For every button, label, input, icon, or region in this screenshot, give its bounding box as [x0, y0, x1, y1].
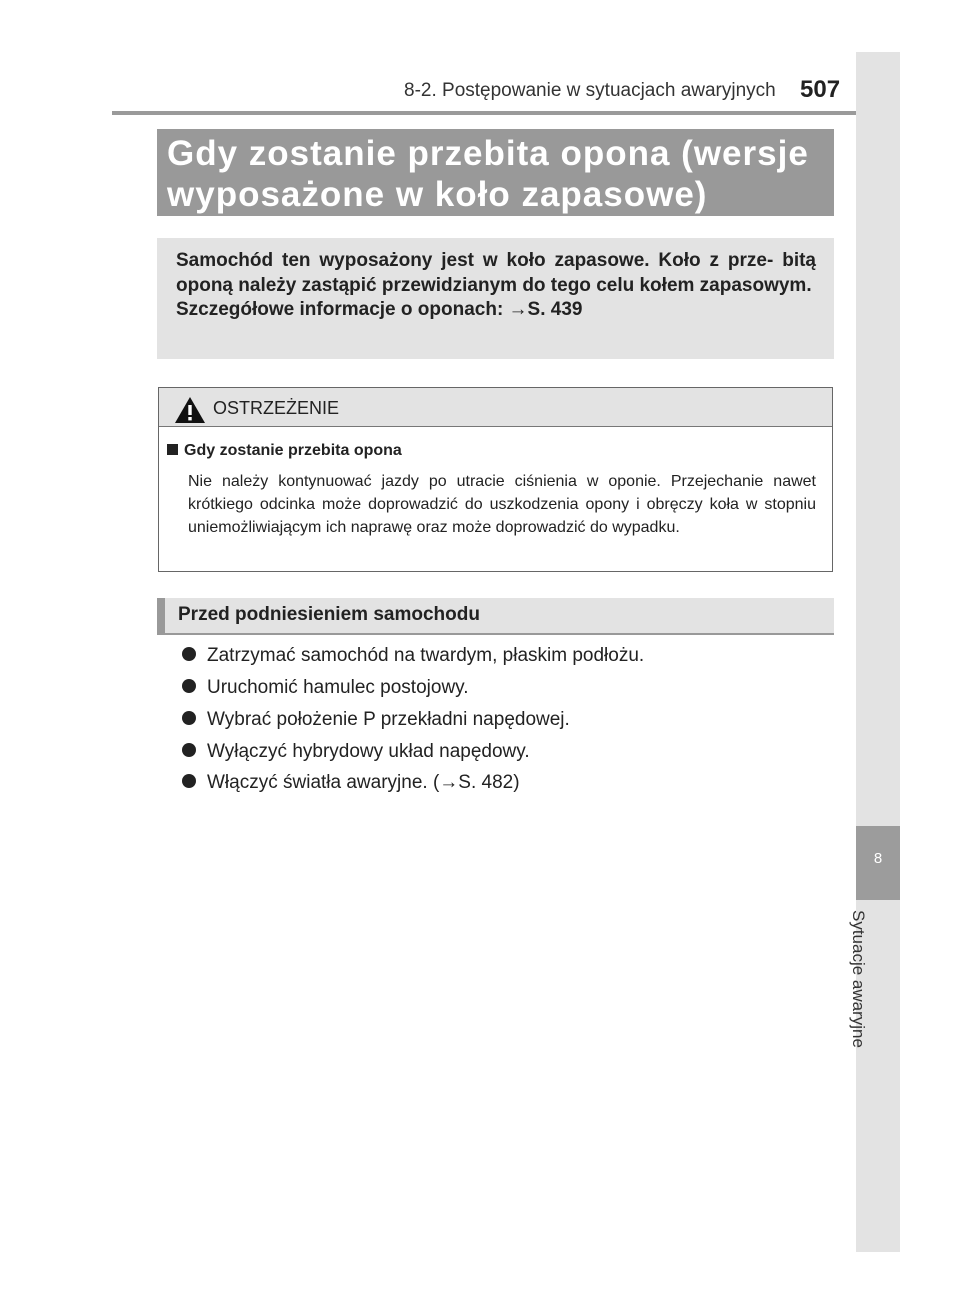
section-title: Przed podniesieniem samochodu [178, 604, 480, 625]
section-heading: 8-2. Postępowanie w sytuacjach awaryjnych [404, 80, 776, 101]
chapter-title: Sytuacje awaryjne [849, 910, 868, 1048]
intro-ref: Szczegółowe informacje o oponach: →S. 439 [176, 299, 583, 320]
list-item-text: Włączyć światła awaryjne. (→S. 482) [207, 772, 520, 793]
bullet-icon [182, 743, 196, 757]
warning-title: OSTRZEŻENIE [213, 398, 340, 418]
list-item [182, 741, 530, 763]
warning-body: Nie należy kontynuować jazdy po utracie ciśnienia w oponie. Przejechanie nawet krótkiego odcinka może doprowadzić do uszkodzenia opony i obręczy koła w stopniu uniemożliwiającym ich naprawę oraz może doprowadzić do wypadku. [188, 473, 816, 536]
square-bullet-icon [167, 444, 178, 455]
header-rule [112, 111, 900, 115]
list-item [182, 645, 644, 667]
warning-subheading-row [167, 442, 402, 460]
list-item-text: Wybrać położenie P przekładni napędowej. [207, 709, 570, 730]
page-number: 507 [800, 76, 841, 103]
intro-text: Samochód ten wyposażony jest w koło zapasowe. Koło z prze- bitą oponą należy zastąpić przewidzianym do tego celu kołem zapasowym. [176, 250, 816, 296]
list-item [182, 709, 570, 731]
bullet-icon [182, 774, 196, 788]
chapter-number: 8 [873, 850, 883, 867]
intro-panel [176, 249, 816, 323]
list-item-text: Zatrzymać samochód na twardym, płaskim podłożu. [207, 645, 645, 666]
list-item-text: Uruchomić hamulec postojowy. [207, 677, 469, 698]
side-tab [856, 52, 900, 1252]
bullet-icon [182, 711, 196, 725]
section-header-rule [157, 633, 834, 635]
warning-triangle-icon [174, 396, 206, 424]
list-item [182, 772, 520, 794]
list-item-text: Wyłączyć hybrydowy układ napędowy. [207, 741, 530, 762]
list-item [182, 677, 469, 699]
page-title: Gdy zostanie przebita opona (wersje wyposażone w koło zapasowe) [167, 134, 809, 214]
warning-subheading: Gdy zostanie przebita opona [184, 442, 402, 459]
bullet-icon [182, 647, 196, 661]
bullet-icon [182, 679, 196, 693]
